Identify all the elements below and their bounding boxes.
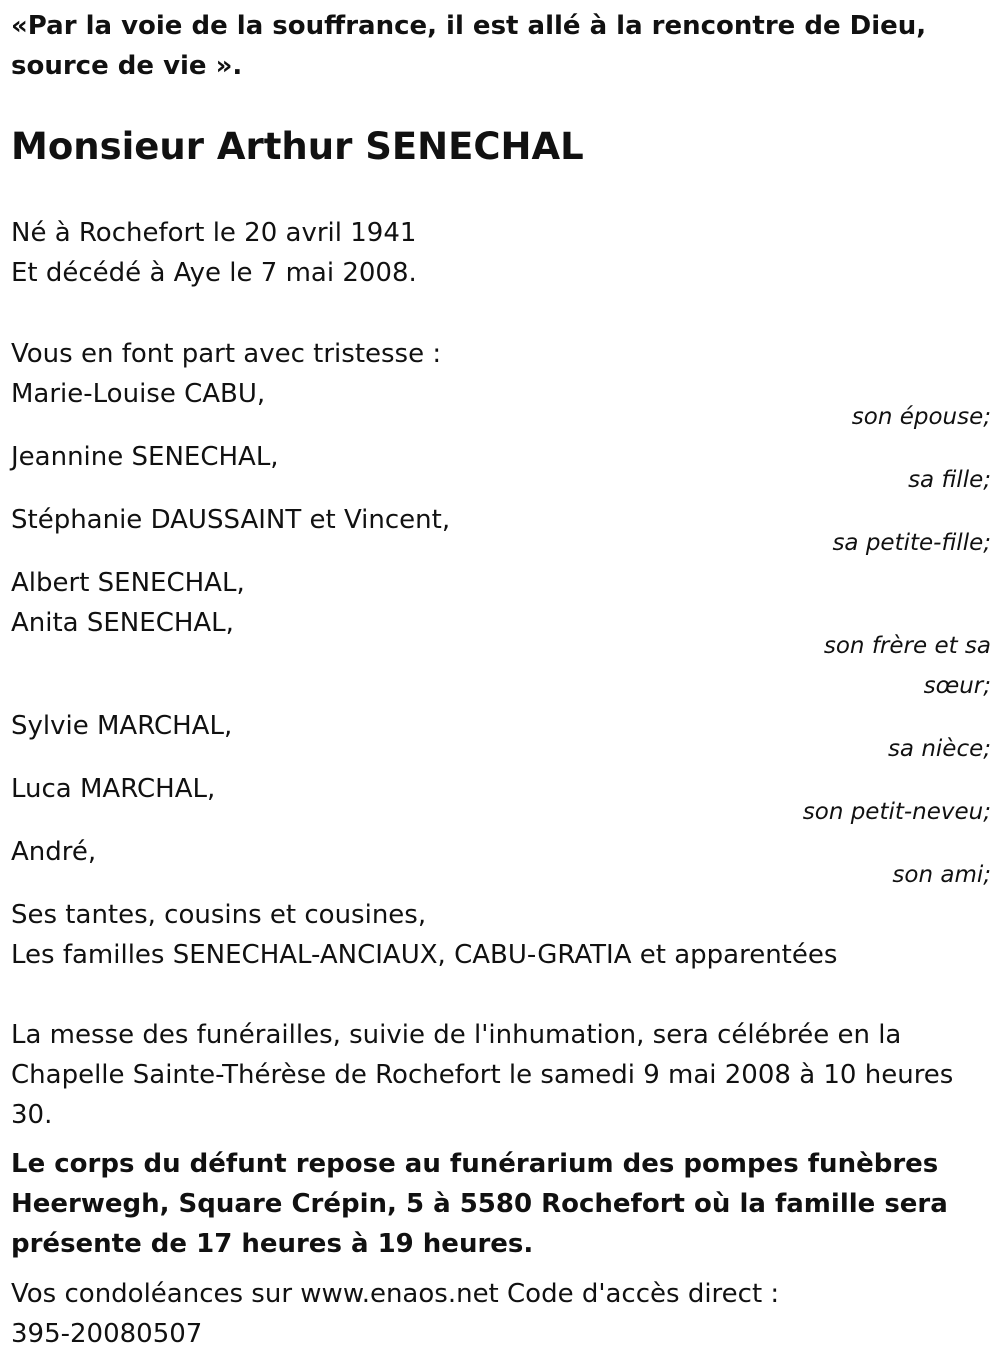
family-role: sœur; [923,673,991,699]
family-name: André, [11,837,97,867]
family-role: son ami; [892,862,991,888]
family-name: Jeannine SENECHAL, [11,442,279,472]
other-relatives: Les familles SENECHAL-ANCIAUX, CABU-GRATIA et apparentées [11,940,838,970]
family-role: son épouse; [851,404,991,430]
family-name: Marie-Louise CABU, [11,379,266,409]
family-role: son petit-neveu; [802,799,991,825]
birth-line: Né à Rochefort le 20 avril 1941 [11,218,417,248]
condolences-info: Vos condoléances sur www.enaos.net Code d'accès direct : 395-20080507 [11,1279,780,1349]
family-role: sa petite-fille; [832,530,991,556]
deceased-name: Monsieur Arthur SENECHAL [11,125,584,168]
death-line: Et décédé à Aye le 7 mai 2008. [11,258,417,288]
opening-quote: «Par la voie de la souffrance, il est allé à la rencontre de Dieu, source de vie ». [11,11,927,81]
other-relatives: Ses tantes, cousins et cousines, [11,900,427,930]
family-role: sa nièce; [887,736,991,762]
family-name: Luca MARCHAL, [11,774,216,804]
family-name: Sylvie MARCHAL, [11,711,233,741]
family-role: son frère et sa [823,633,991,659]
announcement-intro: Vous en font part avec tristesse : [11,339,442,369]
family-name: Stéphanie DAUSSAINT et Vincent, [11,505,451,535]
funeral-details: La messe des funérailles, suivie de l'inhumation, sera célébrée en la Chapelle Sainte-Thérèse de Rochefort le samedi 9 mai 2008 à 10 heures 30. [11,1020,954,1130]
family-role: sa fille; [908,467,991,493]
family-name: Albert SENECHAL, [11,568,245,598]
visitation-details: Le corps du défunt repose au funérarium des pompes funèbres Heerwegh, Square Crépin, 5 à 5580 Rochefort où la famille sera présente de 17 heures à 19 heures. [11,1149,948,1259]
family-name: Anita SENECHAL, [11,608,234,638]
